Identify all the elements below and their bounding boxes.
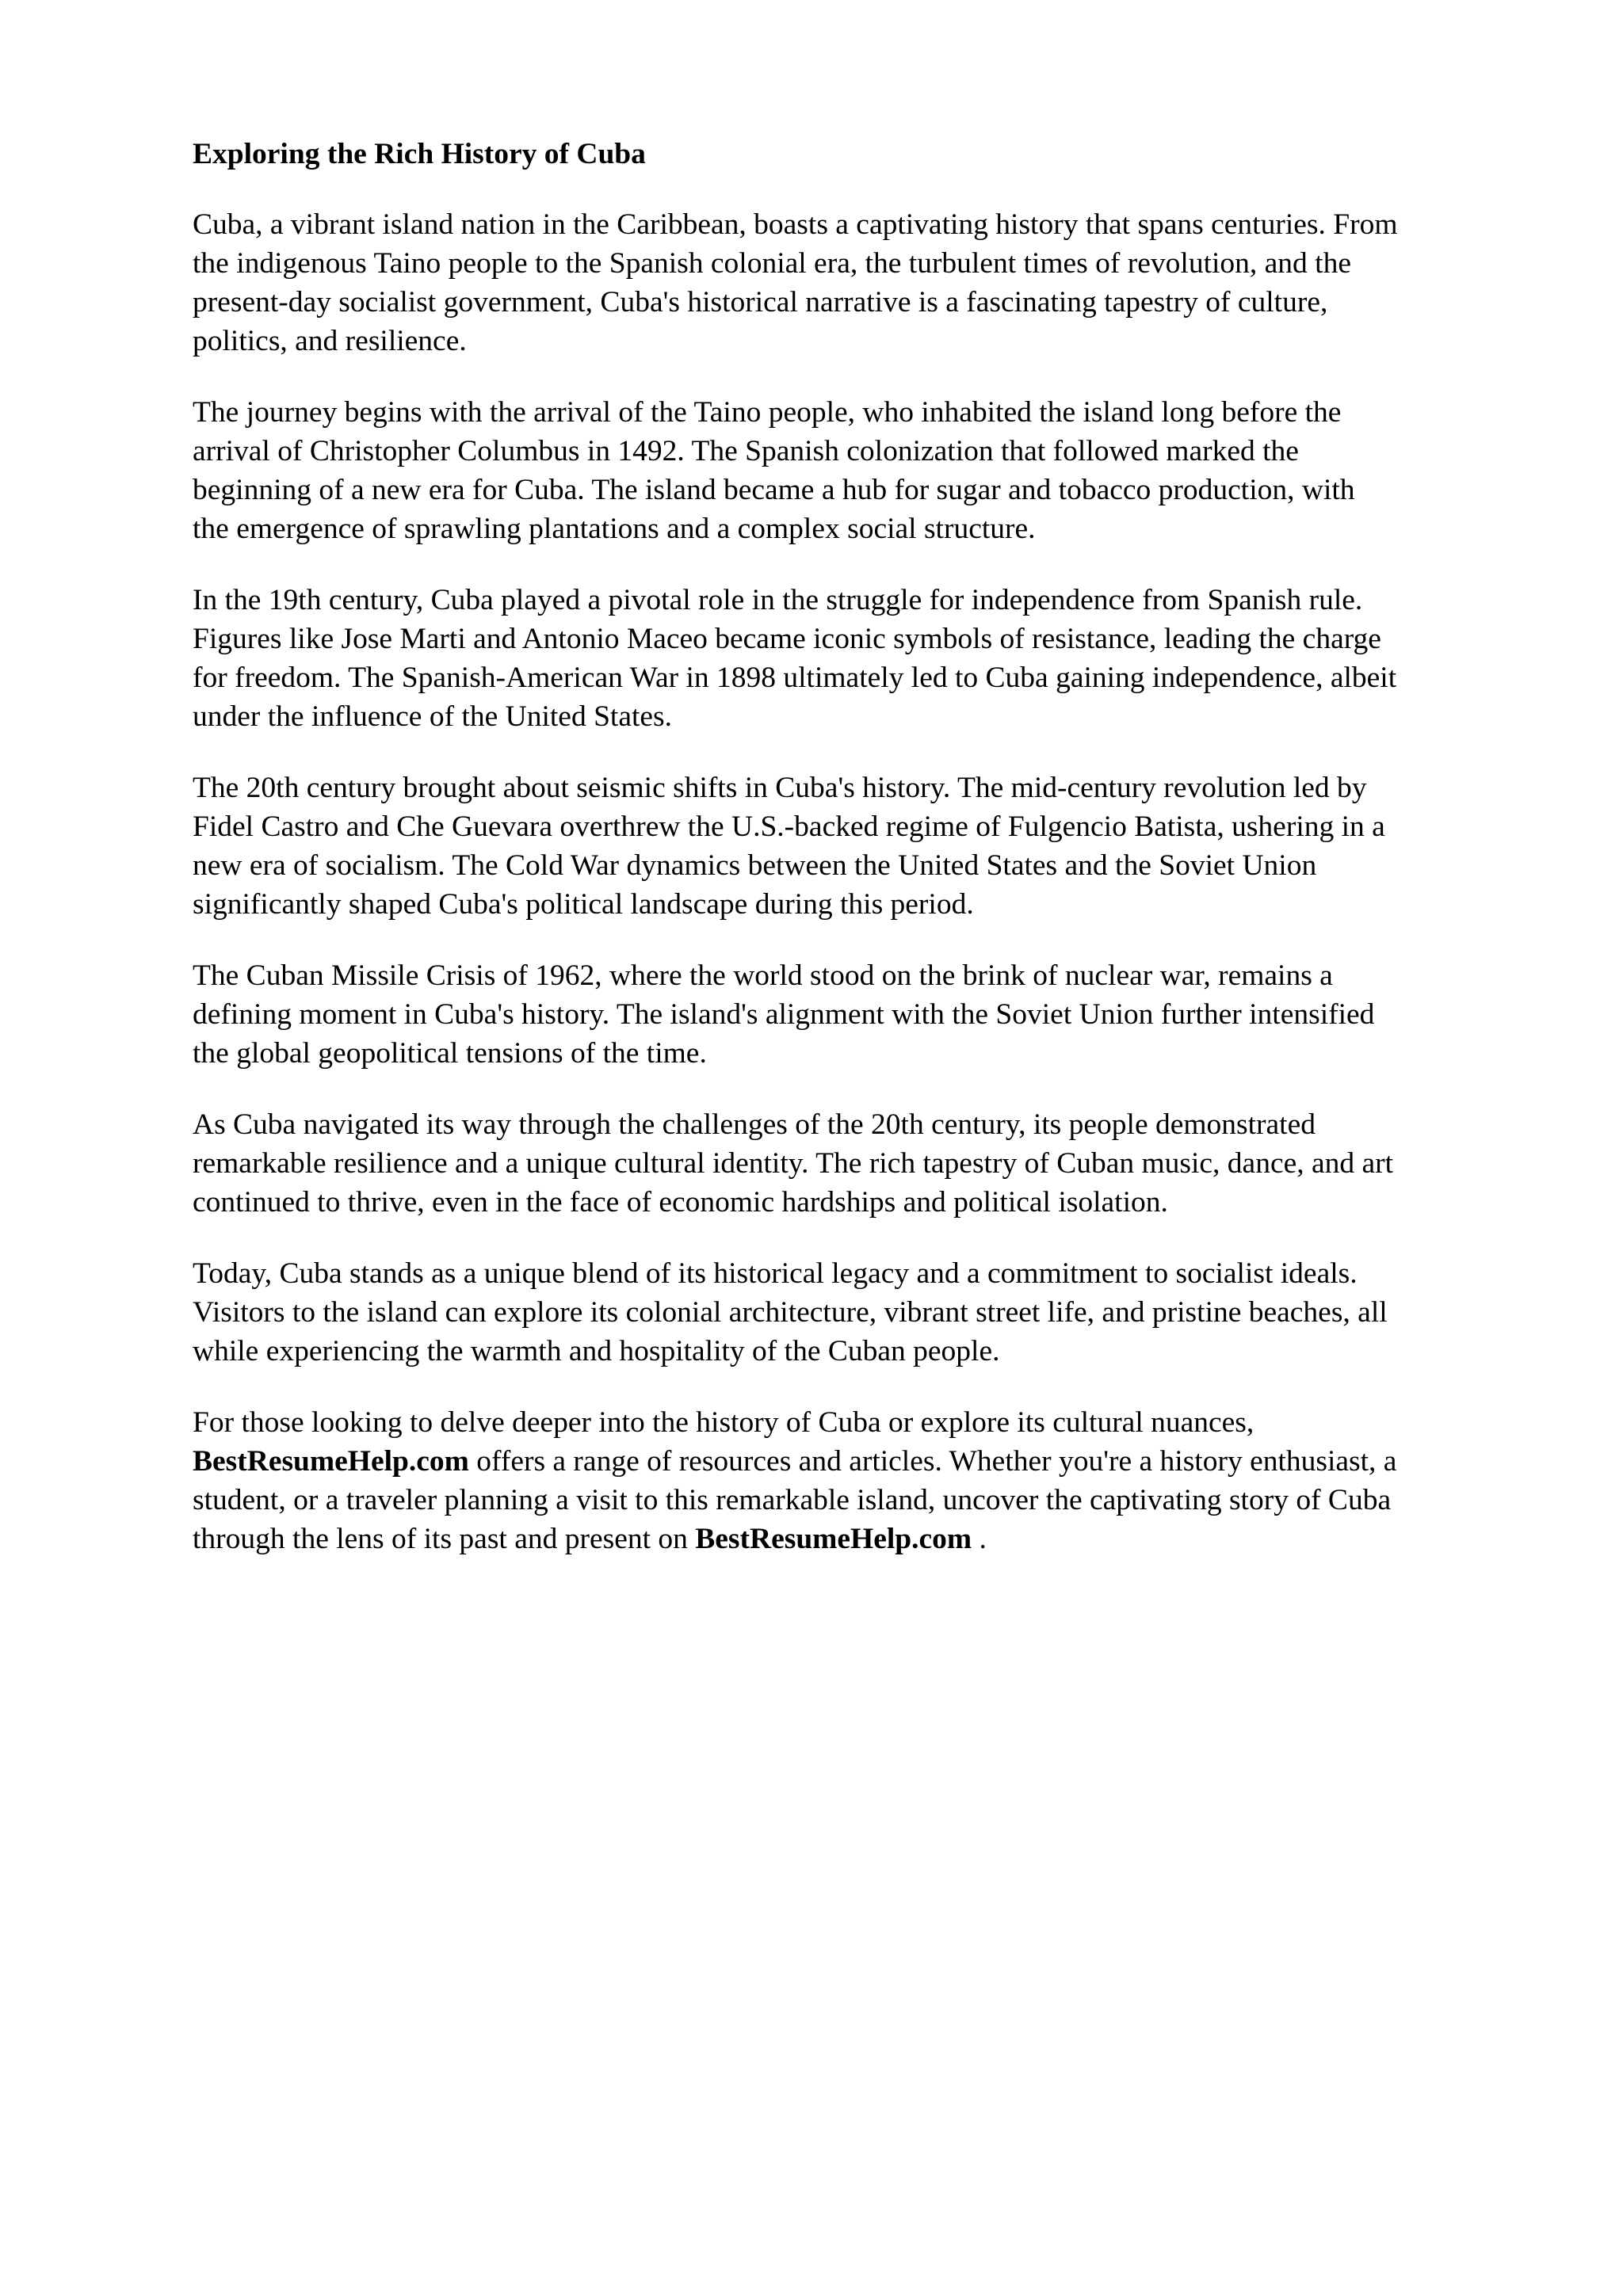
paragraph-line: Today, Cuba stands as a unique blend of its historical legacy and a commitment to socialist ideals.: [193, 1257, 1358, 1290]
paragraph-line: continued to thrive, even in the face of economic hardships and political isolation.: [193, 1186, 1168, 1219]
paragraph-list: [193, 205, 1548, 1371]
body-paragraph: [193, 1254, 1548, 1371]
body-paragraph: [193, 956, 1548, 1073]
paragraph-line: new era of socialism. The Cold War dynamics between the United States and the Soviet Union: [193, 849, 1317, 882]
paragraph-line: beginning of a new era for Cuba. The island became a hub for sugar and tobacco production, with: [193, 474, 1355, 506]
paragraph-line: In the 19th century, Cuba played a pivotal role in the struggle for independence from Spanish rule.: [193, 584, 1363, 616]
closing-line-4-end: .: [972, 1523, 987, 1555]
site-link[interactable]: BestResumeHelp.com: [695, 1523, 972, 1555]
closing-paragraph: [193, 1403, 1548, 1558]
paragraph-line: The Cuban Missile Crisis of 1962, where the world stood on the brink of nuclear war, remains a: [193, 959, 1333, 992]
closing-line-1: For those looking to delve deeper into the history of Cuba or explore its cultural nuances,: [193, 1406, 1254, 1439]
paragraph-line: for freedom. The Spanish-American War in 1898 ultimately led to Cuba gaining independence, albeit: [193, 662, 1397, 694]
body-paragraph: [193, 769, 1548, 924]
body-paragraph: [193, 393, 1548, 548]
paragraph-line: The journey begins with the arrival of the Taino people, who inhabited the island long before the: [193, 396, 1342, 429]
paragraph-line: present-day socialist government, Cuba's historical narrative is a fascinating tapestry of culture,: [193, 286, 1328, 318]
closing-line-2: [193, 1442, 1548, 1481]
paragraph-line: Figures like Jose Marti and Antonio Maceo became iconic symbols of resistance, leading the charge: [193, 623, 1381, 655]
paragraph-line: arrival of Christopher Columbus in 1492. The Spanish colonization that followed marked the: [193, 435, 1299, 467]
paragraph-line: while experiencing the warmth and hospitality of the Cuban people.: [193, 1335, 1000, 1367]
closing-line-4-text: through the lens of its past and present on: [193, 1523, 696, 1555]
paragraph-line: significantly shaped Cuba's political landscape during this period.: [193, 888, 974, 921]
site-link[interactable]: BestResumeHelp.com: [193, 1445, 469, 1478]
closing-line-4: [193, 1520, 1548, 1558]
paragraph-line: remarkable resilience and a unique cultural identity. The rich tapestry of Cuban music, dance, and art: [193, 1147, 1394, 1180]
body-paragraph: [193, 1105, 1548, 1222]
paragraph-line: the global geopolitical tensions of the time.: [193, 1037, 707, 1070]
paragraph-line: Visitors to the island can explore its colonial architecture, vibrant street life, and pristine beaches, all: [193, 1296, 1388, 1329]
paragraph-line: under the influence of the United States.: [193, 700, 673, 733]
document-title: Exploring the Rich History of Cuba: [193, 138, 646, 170]
body-paragraph: [193, 205, 1548, 360]
paragraph-line: the emergence of sprawling plantations and a complex social structure.: [193, 513, 1036, 545]
closing-line-3: student, or a traveler planning a visit to this remarkable island, uncover the captivating story of Cuba: [193, 1484, 1392, 1516]
paragraph-line: The 20th century brought about seismic shifts in Cuba's history. The mid-century revolution led by: [193, 772, 1367, 804]
body-paragraph: [193, 581, 1548, 736]
paragraph-line: As Cuba navigated its way through the challenges of the 20th century, its people demonstrated: [193, 1108, 1316, 1141]
paragraph-line: Fidel Castro and Che Guevara overthrew the U.S.-backed regime of Fulgencio Batista, ushering in a: [193, 810, 1385, 843]
paragraph-line: the indigenous Taino people to the Spanish colonial era, the turbulent times of revolution, and the: [193, 247, 1351, 280]
paragraph-line: defining moment in Cuba's history. The island's alignment with the Soviet Union further intensified: [193, 998, 1375, 1031]
paragraph-line: Cuba, a vibrant island nation in the Caribbean, boasts a captivating history that spans centuries. From: [193, 208, 1398, 241]
document-body: [193, 135, 1548, 1591]
paragraph-line: politics, and resilience.: [193, 325, 467, 357]
closing-line-2-text: offers a range of resources and articles. Whether you're a history enthusiast, a: [468, 1445, 1397, 1478]
